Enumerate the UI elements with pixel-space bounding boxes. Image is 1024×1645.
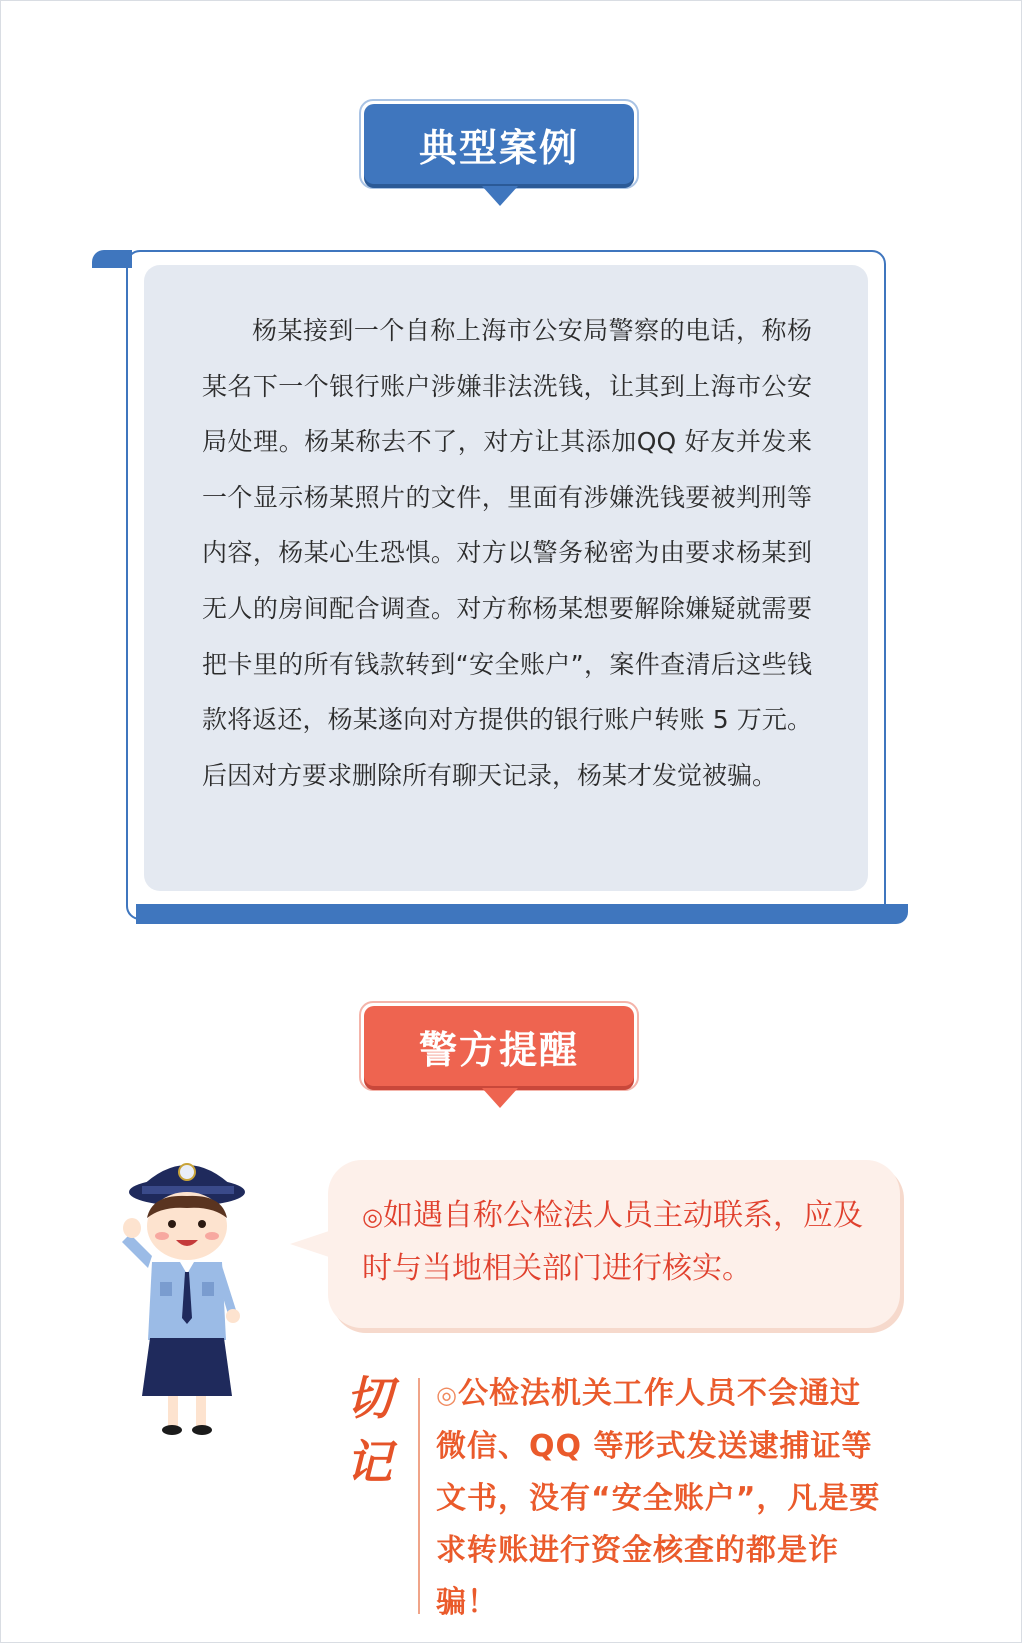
case-heading-pointer [482, 186, 518, 206]
reminder-text-block [362, 1190, 882, 1295]
police-heading-pointer [482, 1088, 518, 1108]
remember-label: 切记 [346, 1371, 392, 1489]
bullet-ring-icon: ◎ [436, 1381, 458, 1409]
bubble-tail [290, 1230, 332, 1258]
case-heading-badge [364, 104, 634, 184]
scroll-bottom-roll [136, 904, 908, 924]
case-story: 杨某接到一个自称上海市公安局警察的电话，称杨某名下一个银行账户涉嫌非法洗钱，让其到上海市公安局处理。杨某称去不了，对方让其添加QQ 好友并发来一个显示杨某照片的文件，里面有涉嫌洗钱要被判刑等内容，杨某心生恐惧。对方以警务秘密为由要求杨某到无人的房间配合调查。对方称杨某想要解除嫌疑就需要把卡里的所有钱款转到“安全账户”，案件查清后这些钱款将返还，杨某遂向对方提供的银行账户转账 5 万元。后因对方要求删除所有聊天记录，杨某才发觉被骗。 [202, 316, 812, 790]
police-heading: 警方提醒 [418, 1026, 579, 1072]
bullet-ring-icon: ◎ [362, 1203, 383, 1231]
saluting-officer-icon [112, 1150, 282, 1440]
remember-divider [418, 1378, 420, 1614]
police-heading-badge [364, 1006, 634, 1086]
scroll-top-roll [92, 250, 132, 268]
remember-text: 公检法机关工作人员不会通过微信、QQ 等形式发送逮捕证等文书，没有“安全账户”，凡是要求转账进行资金核查的都是诈骗！ [436, 1376, 881, 1620]
remember-text-block [436, 1368, 886, 1629]
reminder-text: 如遇自称公检法人员主动联系，应及时与当地相关部门进行核实。 [362, 1198, 863, 1286]
case-heading: 典型案例 [418, 124, 579, 170]
